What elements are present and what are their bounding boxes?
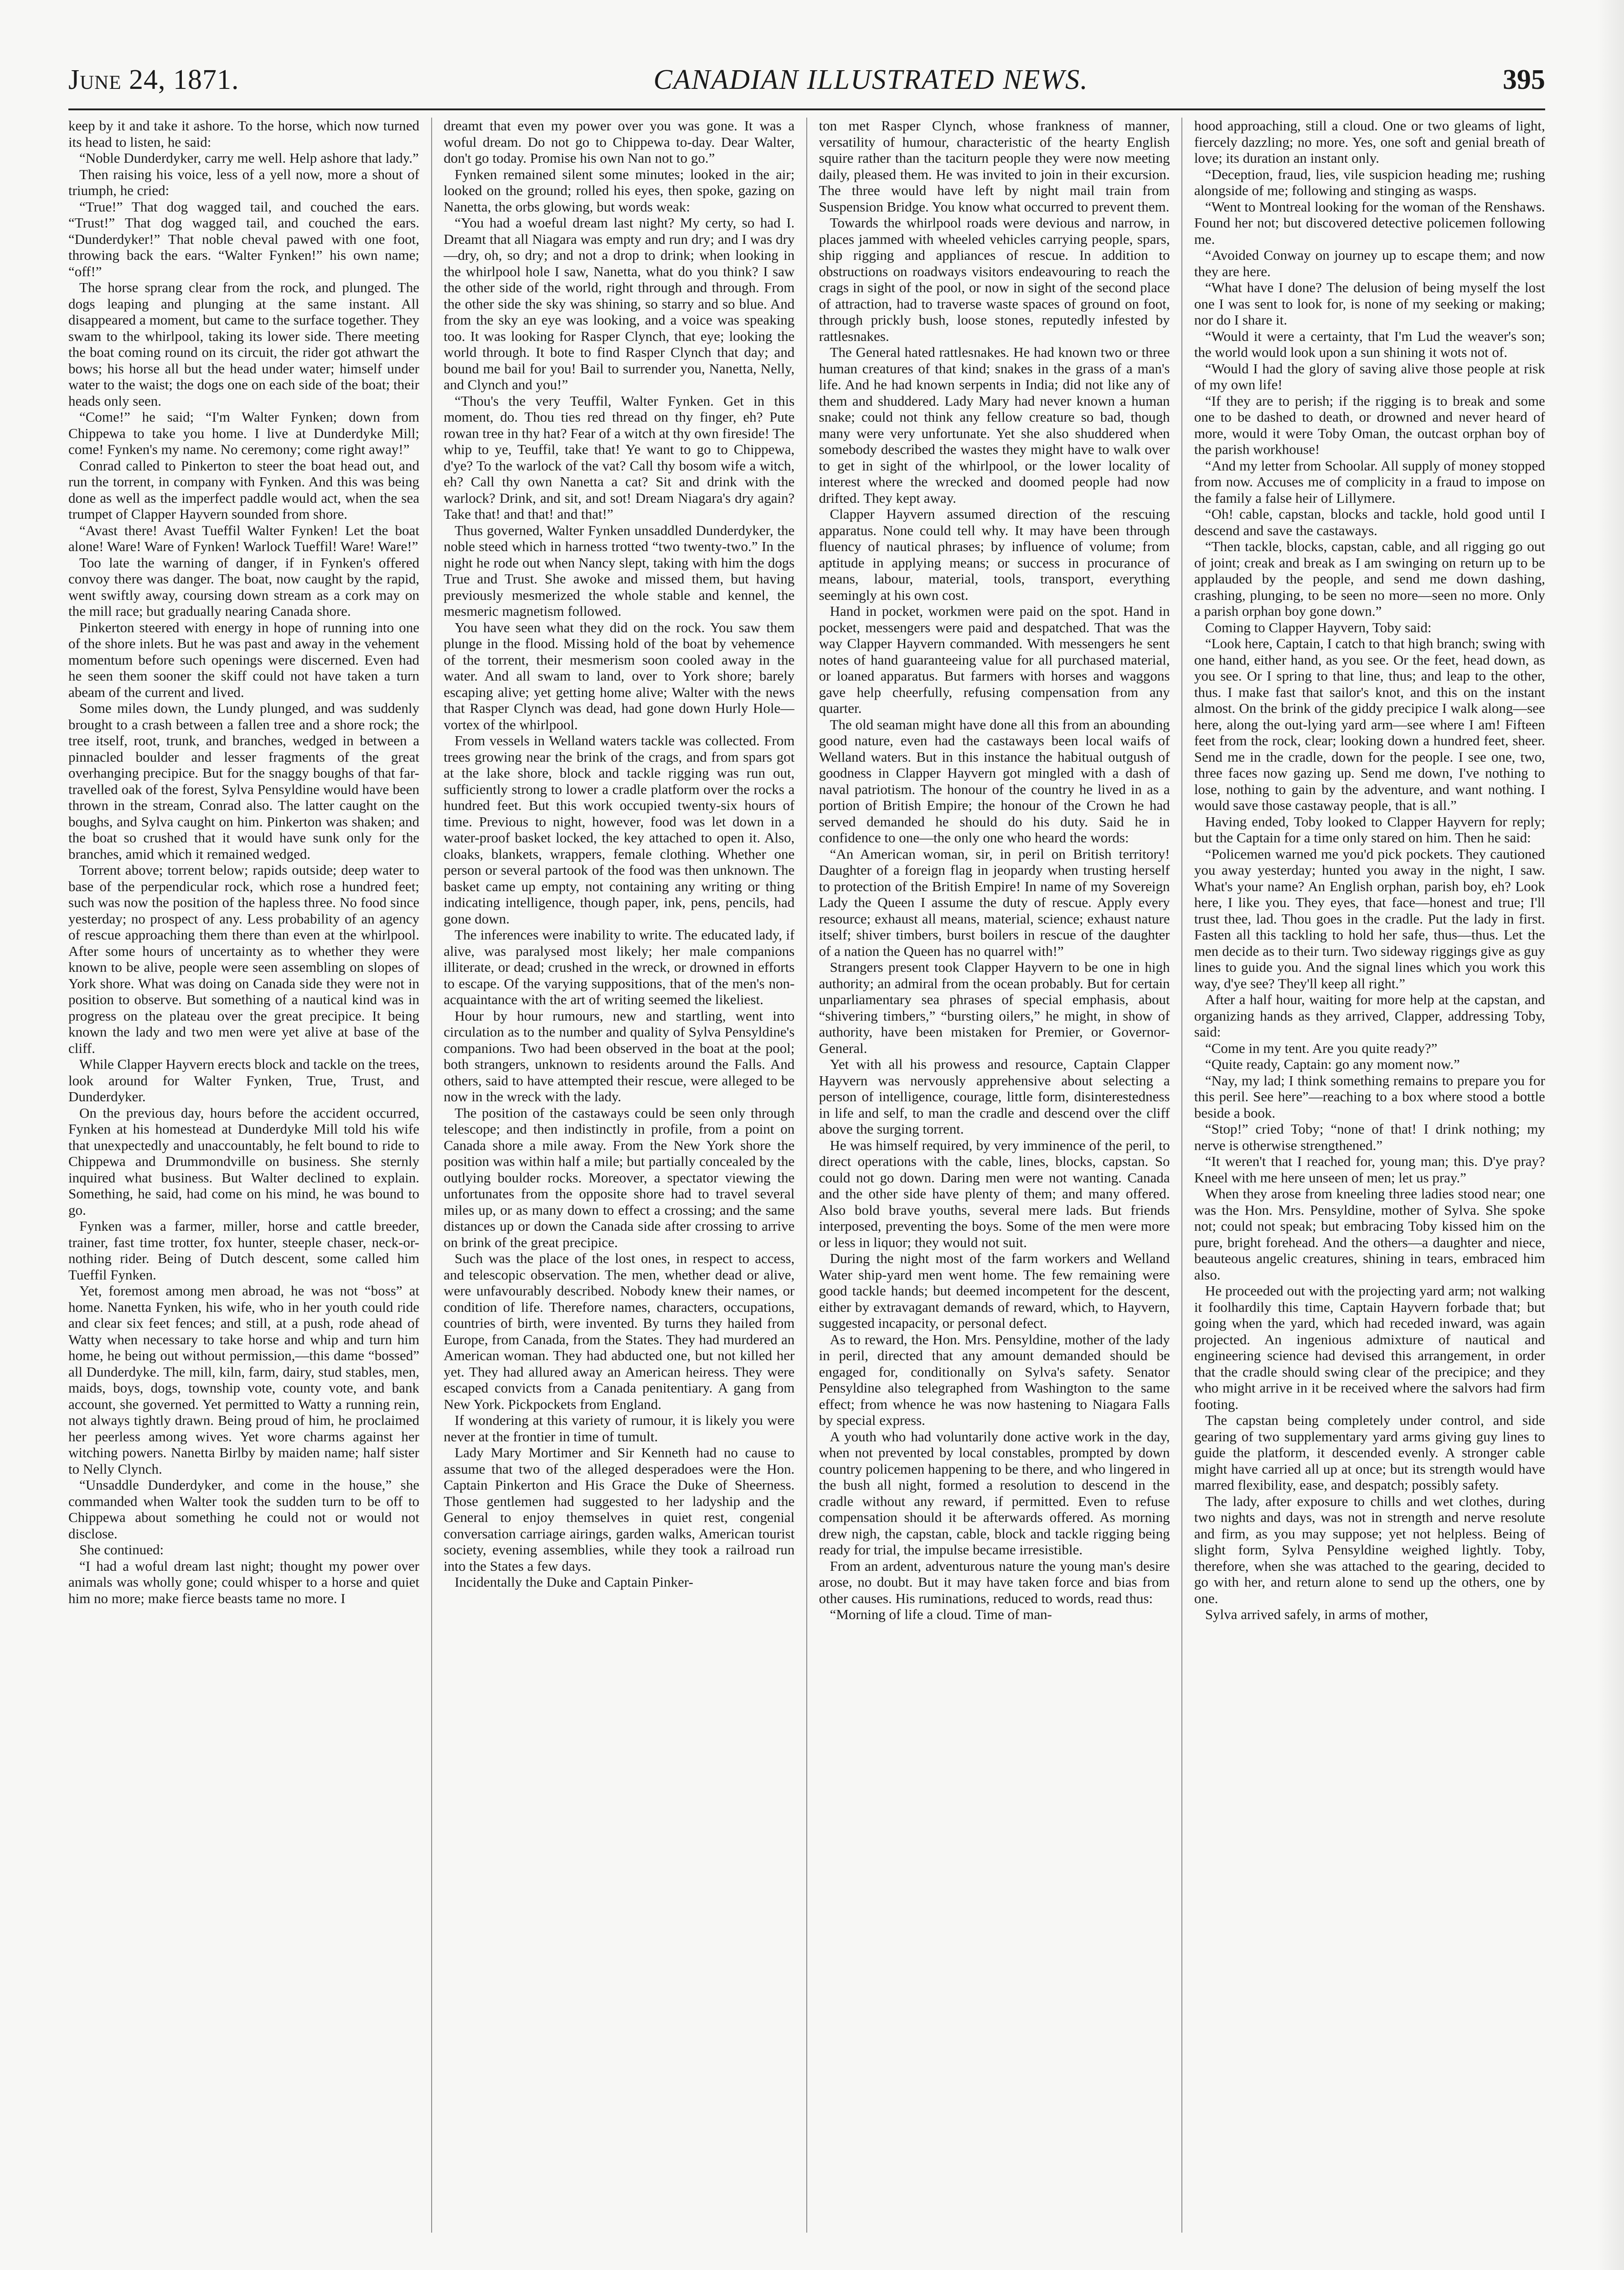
article-paragraph: Pinkerton steered with energy in hope of running into one of the shore inlets. But he was past and away in the vehement momentum before such openings were discerned. Even had he seen them sooner the skiff could not have taken a turn abeam of the current and lived. (68, 619, 419, 700)
article-paragraph: The old seaman might have done all this from an abounding good nature, even had the castaways been local waifs of Welland waters. But in this instance the habitual outgush of goodness in Clapper Hayvern got mingled with a dash of naval patriotism. The honour of the country he lived in as a portion of British Empire; the honour of the Crown he had served demanded he should do his duty. Said he in confidence to one—the only one who heard the words: (819, 716, 1170, 846)
article-paragraph: “Deception, fraud, lies, vile suspicion heading me; rushing alongside of me; following and stinging as wasps. (1194, 166, 1545, 198)
article-paragraph: Incidentally the Duke and Captain Pinker- (454, 1574, 693, 1590)
header-rule (68, 108, 1545, 110)
article-paragraph: Towards the whirlpool roads were devious and narrow, in places jammed with wheeled vehicles carrying people, spars, ship rigging and appliances of rescue. In addition to obstructions on roadways visitors endeavouring to reach the crags in sight of the pool, or now in sight of the second place of attraction, had to traverse waste spaces of ground on foot, through prickly bush, loose stones, reputedly infested by rattlesnakes. (819, 215, 1170, 344)
newspaper-title: CANADIAN ILLUSTRATED NEWS. (653, 64, 1088, 95)
article-paragraph: “Nay, my lad; I think something remains to prepare you for this peril. See here”—reaching to a box where stood a bottle beside a book. (1194, 1072, 1545, 1121)
article-paragraph: “Stop!” cried Toby; “none of that! I drink nothing; my nerve is otherwise strengthened.” (1194, 1121, 1545, 1153)
article-paragraph: When they arose from kneeling three ladies stood near; one was the Hon. Mrs. Pensyldine, mother of Sylva. She spoke not; could not speak; but embracing Toby kissed him on the pure, bright forehead. And the others—a daughter and niece, beauteous angelic creatures, shining in tears, embraced him also. (1194, 1186, 1545, 1283)
article-paragraph: “Come!” he said; “I'm Walter Fynken; down from Chippewa to take you home. I live at Dunderdyke Mill; come! Fynken's my name. No ceremony; come right away!” (68, 409, 419, 457)
article-paragraph: “Oh! cable, capstan, blocks and tackle, hold good until I descend and save the castaways. (1194, 506, 1545, 538)
article-paragraph: The horse sprang clear from the rock, and plunged. The dogs leaping and plunging at the same instant. All disappeared a moment, but came to the surface together. They swam to the whirlpool, taking its lower side. There meeting the boat coming round on its circuit, the rider got athwart the bows; his horse all but the head under water; himself under water to the waist; the dogs one on each side of the boat; their heads only seen. (68, 279, 419, 409)
article-paragraph: If wondering at this variety of rumour, it is likely you were never at the frontier in time of tumult. (443, 1412, 795, 1445)
article-paragraph: “It weren't that I reached for, young man; this. D'ye pray? Kneel with me here unseen of men; let us pray.” (1194, 1153, 1545, 1186)
article-paragraph: “True!” That dog wagged tail, and couched the ears. “Trust!” That dog wagged tail, and couched the ears. “Dunderdyker!” That noble cheval pawed with one foot, throwing back the ears. “Walter Fynken!” his own name; “off!” (68, 198, 419, 279)
article-paragraph: Sylva arrived safely, in arms of mother, (1205, 1606, 1428, 1622)
column-1 (68, 118, 419, 2233)
article-paragraph: From vessels in Welland waters tackle was collected. From trees growing near the brink of the crags, and from spars got at the lake shore, block and tackle rigging was run out, sufficiently strong to lower a cradle platform over the rocks a hundred feet. But this work occupied twenty-six hours of time. Previous to night, however, food was let down in a water-proof basket locked, the key attached to open it. Also, cloaks, blankets, wrappers, female clothing. Whether one person or several partook of the food was then unknown. The basket came up empty, not containing any writing or thing indicating intelligence, though paper, ink, pens, pencils, had gone down. (443, 733, 795, 927)
article-paragraph: “Then tackle, blocks, capstan, cable, and all rigging go out of joint; creak and break as I am swinging on return up to be applauded by the people, and send me down dashing, crashing, plunging, to be seen no more—seen no more. Only a parish orphan boy gone down.” (1194, 538, 1545, 619)
article-paragraph: “An American woman, sir, in peril on British territory! Daughter of a foreign flag in jeopardy when trusting herself to protection of the British Empire! In name of my Sovereign Lady the Queen I assume the duty of rescue. Apply every resource; exhaust all means, material, science; exhaust nature itself; shiver timbers, burst boilers in rescue of the daughter of a nation the Queen has no quarrel with!” (819, 846, 1170, 959)
article-paragraph: During the night most of the farm workers and Welland Water ship-yard men went home. The few remaining were good tackle hands; but deemed incompetent for the descent, either by extravagant demands of reward, which, to Hayvern, suggested incapacity, or personal defect. (819, 1250, 1170, 1331)
article-paragraph: A youth who had voluntarily done active work in the day, when not prevented by local constables, prompted by down country policemen happening to be there, and who lingered in the bush all night, formed a resolution to descend in the cradle without any reward, if permitted. Even to refuse compensation should it be afterwards offered. As morning drew nigh, the capstan, cable, block and tackle rigging being ready for trial, the impulse became irresistible. (819, 1428, 1170, 1558)
article-paragraph: Such was the place of the lost ones, in respect to access, and telescopic observation. The men, whether dead or alive, were unfavourably described. Nobody knew their names, or condition of life. Therefore names, characters, occupations, countries of birth, were invented. By turns they hailed from Europe, from Canada, from the States. They had murdered an American woman. They had abducted one, but not killed her yet. They had allured away an American heiress. They were escaped convicts from a Canada penitentiary. A gang from New York. Pickpockets from England. (443, 1250, 795, 1412)
article-paragraph: Lady Mary Mortimer and Sir Kenneth had no cause to assume that two of the alleged desperadoes were the Hon. Captain Pinkerton and His Grace the Duke of Sheerness. Those gentlemen had suggested to her ladyship and the General to enjoy themselves in quiet rest, congenial conversation carriage airings, garden walks, American tourist society, evening assemblies, while they took a railroad run into the States a few days. (443, 1445, 795, 1574)
article-paragraph: The inferences were inability to write. The educated lady, if alive, was paralysed most likely; her male companions illiterate, or dead; crushed in the wreck, or drowned in efforts to escape. Of the varying suppositions, that of the men's non-acquaintance with the art of writing seemed the likeliest. (443, 927, 795, 1007)
article-paragraph: Thus governed, Walter Fynken unsaddled Dunderdyker, the noble steed which in harness trotted “two twenty-two.” In the night he rode out when Nancy slept, taking with him the dogs True and Trust. She awoke and missed them, but having previously mesmerized the whole stable and kennel, the mesmeric magnetism followed. (443, 522, 795, 619)
article-paragraph: keep by it and take it ashore. To the horse, which now turned its head to listen, he said: (68, 118, 419, 150)
article-paragraph: hood approaching, still a cloud. One or two gleams of light, fiercely dazzling; no more. Yes, one soft and genial breath of love; its duration an instant only. (1194, 118, 1545, 166)
article-paragraph: “And my letter from Schoolar. All supply of money stopped from now. Accuses me of complicity in a fraud to impose on the family a false heir of Lillymere. (1194, 457, 1545, 506)
column-2 (443, 118, 794, 2233)
article-paragraph: After a half hour, waiting for more help at the capstan, and organizing hands as they arrived, Clapper, addressing Toby, said: (1194, 991, 1545, 1040)
article-paragraph: Clapper Hayvern assumed direction of the rescuing apparatus. None could tell why. It may have been through fluency of nautical phrases; by influence of volume; from aptitude in applying means; or success in procurance of means, labour, material, tools, transport, everything seemingly at his own cost. (819, 506, 1170, 603)
article-paragraph: The position of the castaways could be seen only through telescope; and then indistinctly in profile, from a point on Canada shore a mile away. From the New York shore the position was within half a mile; but partially concealed by the outlying boulder rocks. Moreover, a spectator viewing the unfortunates from the opposite shore had to travel several miles up, or as many down to effect a crossing; and the same distances up or down the Canada side after crossing to arrive on brink of the great precipice. (443, 1104, 795, 1250)
article-paragraph: ton met Rasper Clynch, whose frankness of manner, versatility of humour, characteristic of the hearty English squire rather than the taciturn people they were now meeting daily, pleased them. He was invited to join in their excursion. The three would have left by night mail train from Suspension Bridge. You know what occurred to prevent them. (819, 118, 1170, 215)
article-paragraph: “Would it were a certainty, that I'm Lud the weaver's son; the world would look upon a sun shining it wots not of. (1194, 328, 1545, 360)
article-paragraph: “Avast there! Avast Tueffil Walter Fynken! Let the boat alone! Ware! Ware of Fynken! Warlock Tueffil! Ware! Ware!” (68, 522, 419, 554)
column-4 (1194, 118, 1545, 2233)
page-number: 395 (1502, 64, 1545, 95)
article-paragraph: “Policemen warned me you'd pick pockets. They cautioned you away yesterday; hunted you away in the night, I saw. What's your name? An English orphan, parish boy, eh? Look here, I like you. They eyes, that face—honest and true; I'll trust thee, lad. Thou goes in the cradle. Put the lady in first. Fasten all this tackling to hold her safe, thus—thus. Let the men decide as to their turn. Two sideway riggings give as guy lines to guide you. And the signal lines which you work this way, d'ye see? They'll keep all right.” (1194, 846, 1545, 991)
article-paragraph: Fynken was a farmer, miller, horse and cattle breeder, trainer, fast time trotter, fox hunter, steeple chaser, neck-or-nothing rider. Being of Dutch descent, some called him Tueffil Fynken. (68, 1218, 419, 1283)
article-paragraph: “I had a woful dream last night; thought my power over animals was wholly gone; could whisper to a horse and quiet him no more; make fierce beasts tame no more. I (68, 1558, 419, 1606)
article-paragraph: “Look here, Captain, I catch to that high branch; swing with one hand, either hand, as you see. Or the feet, head down, as you see. Or I spring to that line, thus; and leap to the other, thus. I make fast that sailor's knot, and this on the instant almost. On the brink of the giddy precipice I walk along—see here, along the out-lying yard arm—see where I am! Fifteen feet from the rock, clear; looking down a hundred feet, sheer. Send me in the cradle, down for the people. I see one, two, three faces now gazing up. Send me down, I've nothing to lose, nothing to gain by the adventure, and want nothing. I would save those castaway people, that is all.” (1194, 635, 1545, 813)
article-paragraph: Hour by hour rumours, new and startling, went into circulation as to the number and quality of Sylva Pensyldine's companions. Two had been observed in the boat at the pool; both strangers, unknown to residents around the Falls. And others, said to have attempted their rescue, were alleged to be now in the wreck with the lady. (443, 1007, 795, 1104)
article-paragraph: She continued: (79, 1542, 164, 1558)
article-paragraph: He proceeded out with the projecting yard arm; not walking it foolhardily this time, Captain Hayvern forbade that; but going when the yard, which had receded inward, was again projected. An ingenious admixture of nautical and engineering science had devised this arrangement, in order that the cradle should swing clear of the precipice; and they who might arrive in it be received where the salvors had firm footing. (1194, 1283, 1545, 1412)
article-paragraph: The capstan being completely under control, and side gearing of two supplementary yard arms giving guy lines to guide the platform, it descended evenly. A stronger cable might have carried all up at once; but its strength would have marred flexibility, ease, and despatch; possibly safety. (1194, 1412, 1545, 1493)
newspaper-page (68, 64, 1545, 2243)
article-paragraph: Having ended, Toby looked to Clapper Hayvern for reply; but the Captain for a time only stared on him. Then he said: (1194, 813, 1545, 846)
article-paragraph: Strangers present took Clapper Hayvern to be one in high authority; an admiral from the ocean probably. But for certain unparliamentary sea phrases of special emphasis, about “shivering timbers,” “bursting oilers,” he might, in show of authority, have been mistaken for Premier, or Governor-General. (819, 959, 1170, 1056)
article-paragraph: Hand in pocket, workmen were paid on the spot. Hand in pocket, messengers were paid and despatched. That was the way Clapper Hayvern commanded. With messengers he sent notes of hand guaranteeing value for all purchased material, or loaned apparatus. But farmers with horses and waggons gave help cheerfully, refusing compensation from any quarter. (819, 603, 1170, 716)
text-columns (68, 118, 1545, 2233)
article-paragraph: “Thou's the very Teuffil, Walter Fynken. Get in this moment, do. Thou ties red thread on thy finger, eh? Pute rowan tree in thy hat? Fear of a witch at thy own fireside! The whip to ye, Teuffil, take that! Ye want to go to Chippewa, d'ye? To the warlock of the vat? Call thy bosom wife a witch, eh? Call thy own Nanetta a cat? Sit and drink with the warlock? Drink, and sit, and sot! Dream Niagara's dry again? Take that! and that! and that!” (443, 392, 795, 522)
article-paragraph: “Would I had the glory of saving alive those people at risk of my own life! (1194, 360, 1545, 392)
article-paragraph: The General hated rattlesnakes. He had known two or three human creatures of that kind; snakes in the grass of a man's life. And he had known serpents in India; did not like any of them and shuddered. Lady Mary had never known a human snake; could not think any fellow creature so bad, though many were very unfortunate. Yet she also shuddered when somebody described the wastes they might have to walk over to get in sight of the whirlpool, or the lower locality of interest where the wrecked and doomed people had now drifted. They kept away. (819, 344, 1170, 506)
column-divider (431, 118, 432, 2233)
article-paragraph: On the previous day, hours before the accident occurred, Fynken at his homestead at Dunderdyke Mill told his wife that unexpectedly and unaccountably, he felt bound to ride to Chippewa and Drummondville on business. She sternly inquired what business. But Walter declined to explain. Something, he said, had come on his mind, he was bound to go. (68, 1104, 419, 1218)
article-paragraph: Torrent above; torrent below; rapids outside; deep water to base of the perpendicular rock, which rose a hundred feet; such was now the position of the hapless three. No food since yesterday; no prospect of any. Less probability of an agency of rescue approaching them there than even at the whirlpool. After some hours of uncertainty as to whether they were known to be alive, people were seen assembling on slopes of York shore. What was doing on Canada side they were not in position to observe. But something of a nautical kind was in progress on the plateau over the great precipice. It being known the lady and two men were yet alive at base of the cliff. (68, 862, 419, 1056)
article-paragraph: Too late the warning of danger, if in Fynken's offered convoy there was danger. The boat, now caught by the rapid, went swiftly away, coursing down stream as a cork may on the mill race; but gradually nearing Canada shore. (68, 554, 419, 619)
article-paragraph: dreamt that even my power over you was gone. It was a woful dream. Do not go to Chippewa to-day. Dear Walter, don't go today. Promise his own Nan not to go.” (443, 118, 795, 166)
article-paragraph: “Noble Dunderdyker, carry me well. Help ashore that lady.” (79, 150, 419, 166)
article-paragraph: “If they are to perish; if the rigging is to break and some one to be dashed to death, or drowned and never heard of more, would it were Toby Oman, the outcast orphan boy of the parish workhouse! (1194, 392, 1545, 457)
article-paragraph: He was himself required, by very imminence of the peril, to direct operations with the cable, lines, blocks, capstan. So could not go down. Daring men were not wanting. Canada and the other side have plenty of them; and many offered. Also bold brave youths, several mere lads. But friends interposed, preventing the boys. Some of the men were more or less in liquor; they would not suit. (819, 1137, 1170, 1250)
article-paragraph: “Morning of life a cloud. Time of man- (830, 1606, 1052, 1622)
article-paragraph: Yet with all his prowess and resource, Captain Clapper Hayvern was nervously apprehensive about selecting a person of intelligence, courage, little form, disinterestedness in life and self, to man the cradle and descend over the cliff above the surging torrent. (819, 1056, 1170, 1137)
article-paragraph: From an ardent, adventurous nature the young man's desire arose, no doubt. But it may have taken force and bias from other causes. His ruminations, reduced to words, read thus: (819, 1558, 1170, 1606)
scan-edge (1597, 0, 1624, 2270)
article-paragraph: “Avoided Conway on journey up to escape them; and now they are here. (1194, 247, 1545, 279)
article-paragraph: “Unsaddle Dunderdyker, and come in the house,” she commanded when Walter took the sudden turn to be off to Chippewa about something he could not or would not disclose. (68, 1477, 419, 1542)
article-paragraph: You have seen what they did on the rock. You saw them plunge in the flood. Missing hold of the boat by vehemence of the torrent, their mesmerism soon cooled away in the water. And all swam to land, over to York shore; barely escaping alive; yet getting home alive; Walter with the news that Rasper Clynch was dead, had gone down Hurly Hole—vortex of the whirlpool. (443, 619, 795, 733)
article-paragraph: “What have I done? The delusion of being myself the lost one I was sent to look for, is none of my seeking or making; nor do I share it. (1194, 279, 1545, 328)
article-paragraph: “You had a woeful dream last night? My certy, so had I. Dreamt that all Niagara was empty and run dry; and I was dry—dry, oh, so dry; and not a drop to drink; when looking in the whirlpool hole I saw, Nanetta, what do you think? I saw the other side of the world, right through and through. From the other side the sky was shining, so starry and so blue. And from the sky an eye was looking, and a voice was speaking too. It was looking for Rasper Clynch, that eye; looking the world through. It bote to find Rasper Clynch that day; and bound me bail for you! Bail to surrender you, Nanetta, Nelly, and Clynch and you!” (443, 215, 795, 392)
masthead (68, 64, 1545, 105)
article-paragraph: While Clapper Hayvern erects block and tackle on the trees, look around for Walter Fynken, True, Trust, and Dunderdyker. (68, 1056, 419, 1104)
article-paragraph: Fynken remained silent some minutes; looked in the air; looked on the ground; rolled his eyes, then spoke, gazing on Nanetta, the orbs glowing, but words weak: (443, 166, 795, 215)
article-paragraph: “Come in my tent. Are you quite ready?” (1205, 1040, 1438, 1056)
article-paragraph: “Went to Montreal looking for the woman of the Renshaws. Found her not; but discovered detective policemen following me. (1194, 198, 1545, 247)
article-paragraph: Then raising his voice, less of a yell now, more a shout of triumph, he cried: (68, 166, 419, 198)
issue-date: June 24, 1871. (68, 64, 239, 95)
article-paragraph: The lady, after exposure to chills and wet clothes, during two nights and days, was not in strength and nerve resolute and firm, as you may suppose; yet not helpless. Being of slight form, Sylva Pensyldine weighed lightly. Toby, therefore, when she was attached to the gearing, decided to go with her, and return alone to send up the others, one by one. (1194, 1493, 1545, 1606)
article-paragraph: As to reward, the Hon. Mrs. Pensyldine, mother of the lady in peril, directed that any amount demanded should be engaged for, conditionally on Sylva's safety. Senator Pensyldine also telegraphed from Washington to the same effect; from whence he was now hastening to Niagara Falls by special express. (819, 1331, 1170, 1428)
article-paragraph: Conrad called to Pinkerton to steer the boat head out, and run the torrent, in company with Fynken. And this was being done as well as the imperfect paddle would act, when the sea trumpet of Clapper Hayvern sounded from shore. (68, 457, 419, 522)
article-paragraph: “Quite ready, Captain: go any moment now.” (1205, 1056, 1460, 1072)
article-paragraph: Yet, foremost among men abroad, he was not “boss” at home. Nanetta Fynken, his wife, who in her youth could ride and clear six feet fences; and still, at a push, rode ahead of Watty when necessary to take horse and whip and turn him home, he being out without permission,—this dame “bossed” all Dunderdyke. The mill, kiln, farm, dairy, stud stables, men, maids, boys, dogs, township vote, county vote, and bank account, she governed. Yet permitted to Watty a running rein, not always tightly drawn. Being proud of him, he proclaimed her peerless among wives. Yet wore charms against her witching powers. Nanetta Birlby by maiden name; half sister to Nelly Clynch. (68, 1283, 419, 1477)
article-paragraph: Some miles down, the Lundy plunged, and was suddenly brought to a crash between a fallen tree and a shore rock; the tree itself, root, trunk, and branches, wedged in between a pinnacled boulder and lesser fragments of the great overhanging precipice. But for the snaggy boughs of that far-travelled oak of the forest, Sylva Pensyldine would have been thrown in the stream, Conrad also. The latter caught on the boughs, and Sylva caught on him. Pinkerton was shaken; and the boat so crushed that it would have sunk only for the branches, amid which it remained wedged. (68, 700, 419, 862)
article-paragraph: Coming to Clapper Hayvern, Toby said: (1205, 619, 1432, 635)
column-divider (1181, 118, 1182, 2233)
column-divider (806, 118, 807, 2233)
column-3 (819, 118, 1170, 2233)
